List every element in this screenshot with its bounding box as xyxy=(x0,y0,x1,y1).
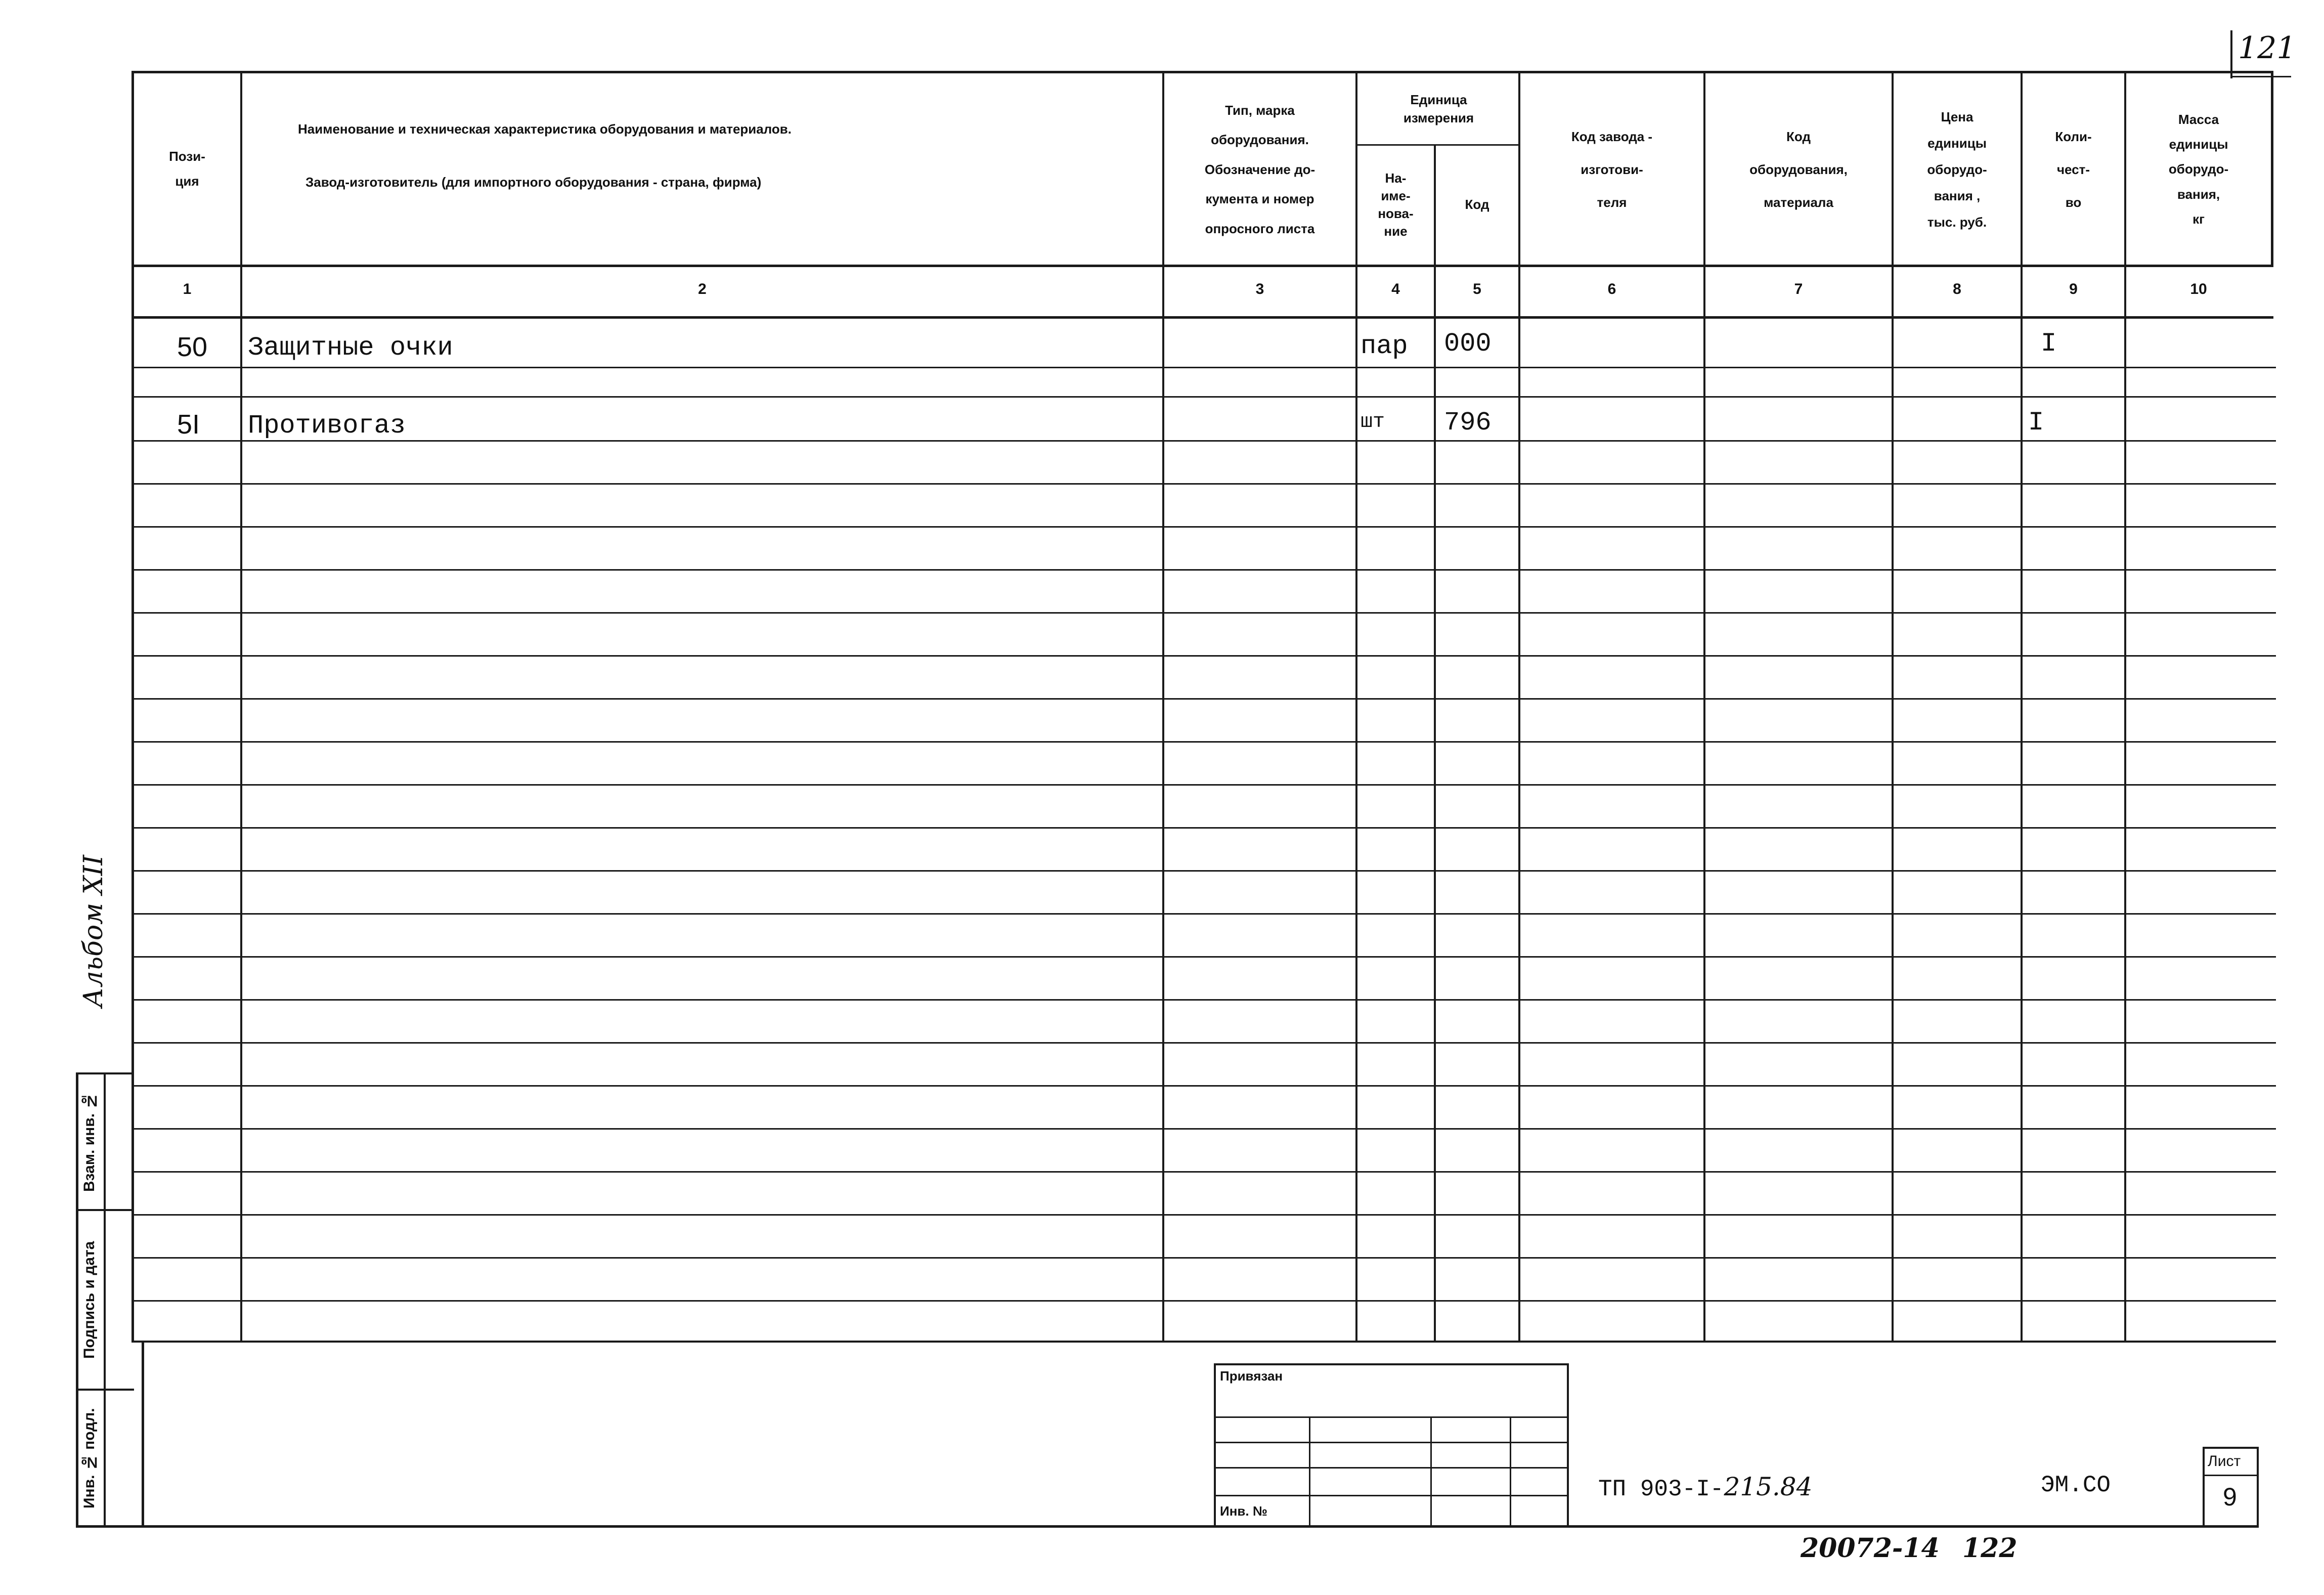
document-mark: ЭМ.СО xyxy=(2041,1472,2111,1498)
column-number: 10 xyxy=(2190,281,2207,297)
column-number: 7 xyxy=(1794,281,1803,297)
row-unit: пар xyxy=(1361,331,1408,361)
row-position: 50 xyxy=(177,332,208,362)
album-label: Альбом XII xyxy=(78,855,109,1008)
bottom-page: 122 xyxy=(1962,1533,2018,1564)
privyazan-label: Привязан xyxy=(1220,1368,1283,1384)
column-number: 5 xyxy=(1473,281,1481,297)
column-number: 4 xyxy=(1391,281,1400,297)
column-number: 9 xyxy=(2069,281,2078,297)
header-unit-group: Единица измерения xyxy=(1403,92,1474,125)
column-number: 8 xyxy=(1953,281,1961,297)
bottom-code: 20072-14 xyxy=(1801,1533,1940,1564)
inv-no-label: Инв. № xyxy=(1220,1503,1267,1519)
sheet-number: 9 xyxy=(2223,1483,2237,1511)
row-quantity: I xyxy=(2041,329,2057,359)
column-number: 6 xyxy=(1607,281,1616,297)
document-code xyxy=(1598,1472,1812,1502)
row-unit: шт xyxy=(1361,411,1385,434)
column-number: 1 xyxy=(183,281,192,297)
column-number: 3 xyxy=(1255,281,1264,297)
header-mass: Масса единицы оборудо- вания, кг xyxy=(2168,111,2229,227)
stamp-podpis-data: Подпись и дата xyxy=(81,1241,98,1359)
document-code-handwritten: 215.84 xyxy=(1724,1472,1813,1501)
header-name-cell xyxy=(242,73,1162,265)
header-price: Цена единицы оборудо- вания , тыс. руб. xyxy=(1927,109,1987,230)
column-number: 2 xyxy=(698,281,707,297)
sheet-label: Лист xyxy=(2208,1453,2241,1470)
header-position: Пози- ция xyxy=(169,148,205,189)
header-unit-name: На- име- нова- ние xyxy=(1378,170,1414,239)
row-unit-code: 000 xyxy=(1444,329,1492,359)
row-name: Противогаз xyxy=(248,411,406,441)
row-name: Защитные очки xyxy=(248,333,453,363)
header-type: Тип, марка оборудования. Обозначение до- кумента и номер опросного листа xyxy=(1204,102,1316,236)
stamp-inv-podl: Инв. № подл. xyxy=(81,1408,98,1508)
row-unit-code: 796 xyxy=(1444,408,1492,438)
header-equipment-code: Код оборудования, материала xyxy=(1749,128,1848,210)
document-code-printed: ТП 903-I- xyxy=(1598,1476,1724,1502)
header-quantity: Коли- чест- во xyxy=(2055,128,2092,210)
row-quantity: I xyxy=(2028,408,2044,438)
row-position: 5I xyxy=(177,409,200,440)
header-manufacturer-code: Код завода - изготови- теля xyxy=(1571,128,1653,210)
stamp-vzam-inv: Взам. инв. № xyxy=(81,1092,98,1192)
header-name-line1: Наименование и техническая характеристика оборудования и материалов. xyxy=(298,121,792,137)
page-number-top: 121 xyxy=(2238,30,2296,66)
header-unit-code: Код xyxy=(1465,197,1489,212)
header-name-line2: Завод-изготовитель (для импортного оборудования - страна, фирма) xyxy=(305,175,762,190)
